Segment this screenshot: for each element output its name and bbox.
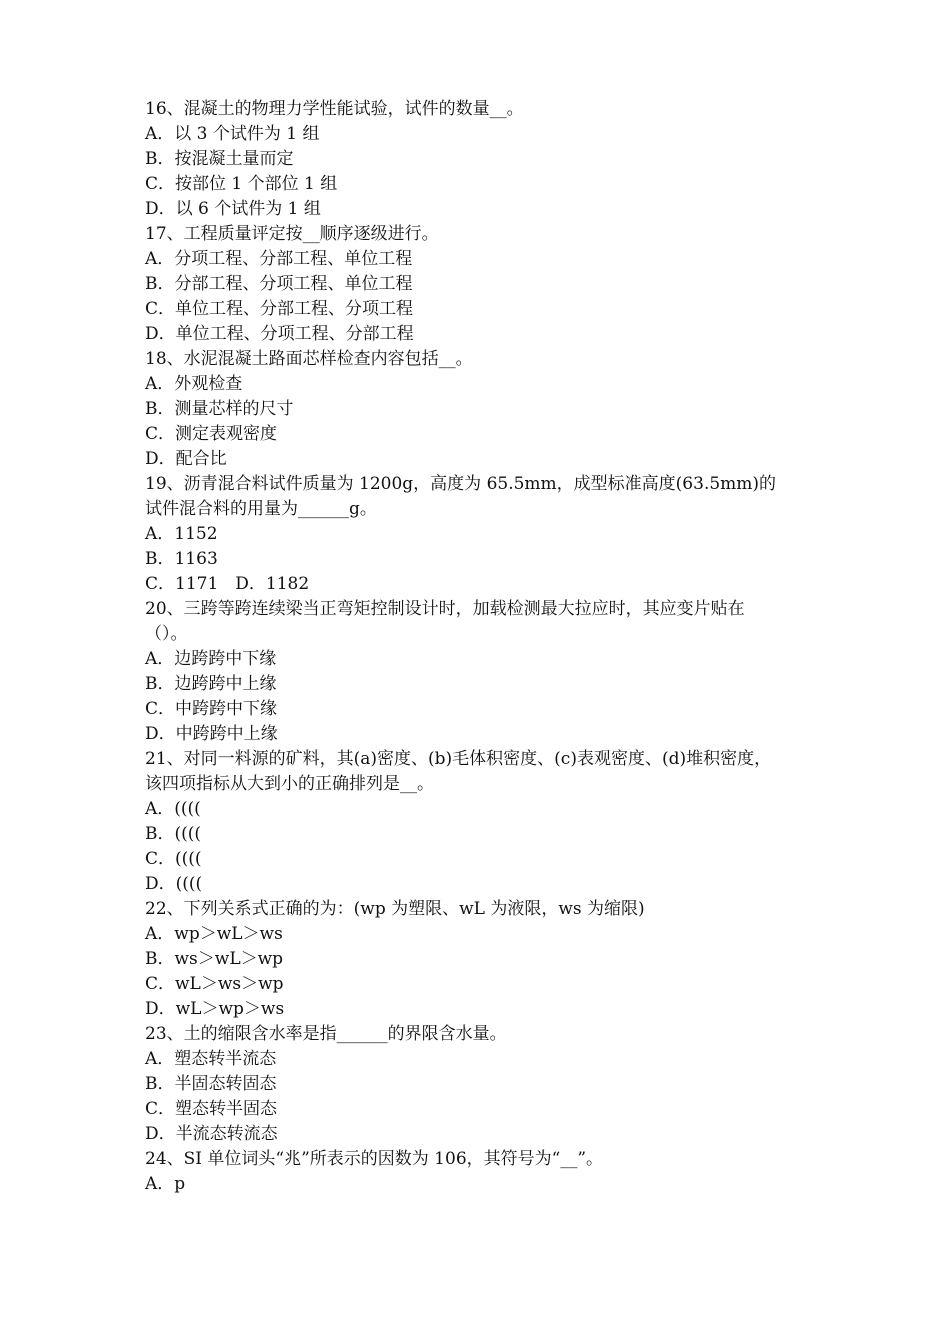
question-16-option-a: A．以 3 个试件为 1 组 bbox=[145, 124, 320, 144]
question-18-stem: 18、水泥混凝土路面芯样检查内容包括__。 bbox=[145, 349, 473, 369]
question-21-option-d: D．(((( bbox=[145, 874, 203, 894]
question-19-option-a: A．1152 bbox=[145, 524, 218, 544]
question-18-option-c: C．测定表观密度 bbox=[145, 424, 278, 444]
question-24-stem: 24、SI 单位词头“兆”所表示的因数为 106，其符号为“__”。 bbox=[145, 1149, 604, 1169]
question-21-option-b: B．(((( bbox=[145, 824, 202, 844]
question-19-option-b: B．1163 bbox=[145, 549, 218, 569]
question-23-option-a: A．塑态转半流态 bbox=[145, 1049, 277, 1069]
question-16-option-d: D．以 6 个试件为 1 组 bbox=[145, 199, 321, 219]
question-21-stem-line-1: 21、对同一料源的矿料，其(a)密度、(b)毛体积密度、(c)表观密度、(d)堆积密度， bbox=[145, 749, 772, 769]
question-22-option-c: C．wL＞ws＞wp bbox=[145, 974, 284, 994]
question-17-option-c: C．单位工程、分部工程、分项工程 bbox=[145, 299, 414, 319]
question-19-option-c-d: C．1171 D．1182 bbox=[145, 574, 310, 594]
question-21-option-c: C．(((( bbox=[145, 849, 202, 869]
question-20-option-c: C．中跨跨中下缘 bbox=[145, 699, 278, 719]
question-16-stem: 16、混凝土的物理力学性能试验，试件的数量__。 bbox=[145, 99, 524, 119]
question-20-option-d: D．中跨跨中上缘 bbox=[145, 724, 278, 744]
question-22-option-b: B．ws＞wL＞wp bbox=[145, 949, 284, 969]
document-page bbox=[145, 97, 815, 1197]
question-19-stem-line-1: 19、沥青混合料试件质量为 1200g，高度为 65.5mm，成型标准高度(63.5mm)的 bbox=[145, 474, 777, 494]
question-23-stem: 23、土的缩限含水率是指______的界限含水量。 bbox=[145, 1024, 507, 1044]
question-17-stem: 17、工程质量评定按__顺序逐级进行。 bbox=[145, 224, 439, 244]
question-16-option-c: C．按部位 1 个部位 1 组 bbox=[145, 174, 338, 194]
question-23-option-c: C．塑态转半固态 bbox=[145, 1099, 278, 1119]
question-20-option-a: A．边跨跨中下缘 bbox=[145, 649, 277, 669]
question-19-stem-line-2: 试件混合料的用量为______g。 bbox=[145, 499, 377, 519]
question-20-stem-line-2: （）。 bbox=[145, 624, 188, 644]
question-16-option-b: B．按混凝土量而定 bbox=[145, 149, 294, 169]
question-22-stem: 22、下列关系式正确的为：(wp 为塑限、wL 为液限，ws 为缩限) bbox=[145, 899, 645, 919]
question-18-option-b: B．测量芯样的尺寸 bbox=[145, 399, 294, 419]
question-20-option-b: B．边跨跨中上缘 bbox=[145, 674, 277, 694]
question-17-option-a: A．分项工程、分部工程、单位工程 bbox=[145, 249, 413, 269]
question-23-option-d: D．半流态转流态 bbox=[145, 1124, 278, 1144]
question-18-option-d: D．配合比 bbox=[145, 449, 227, 469]
question-18-option-a: A．外观检查 bbox=[145, 374, 243, 394]
question-22-option-d: D．wL＞wp＞ws bbox=[145, 999, 285, 1019]
question-17-option-d: D．单位工程、分项工程、分部工程 bbox=[145, 324, 414, 344]
question-24-option-a: A．p bbox=[145, 1174, 186, 1194]
question-20-stem-line-1: 20、三跨等跨连续梁当正弯矩控制设计时，加载检测最大拉应时，其应变片贴在 bbox=[145, 599, 745, 619]
question-22-option-a: A．wp＞wL＞ws bbox=[145, 924, 283, 944]
question-21-stem-line-2: 该四项指标从大到小的正确排列是__。 bbox=[145, 774, 434, 794]
question-21-option-a: A．(((( bbox=[145, 799, 201, 819]
question-23-option-b: B．半固态转固态 bbox=[145, 1074, 277, 1094]
question-17-option-b: B．分部工程、分项工程、单位工程 bbox=[145, 274, 413, 294]
